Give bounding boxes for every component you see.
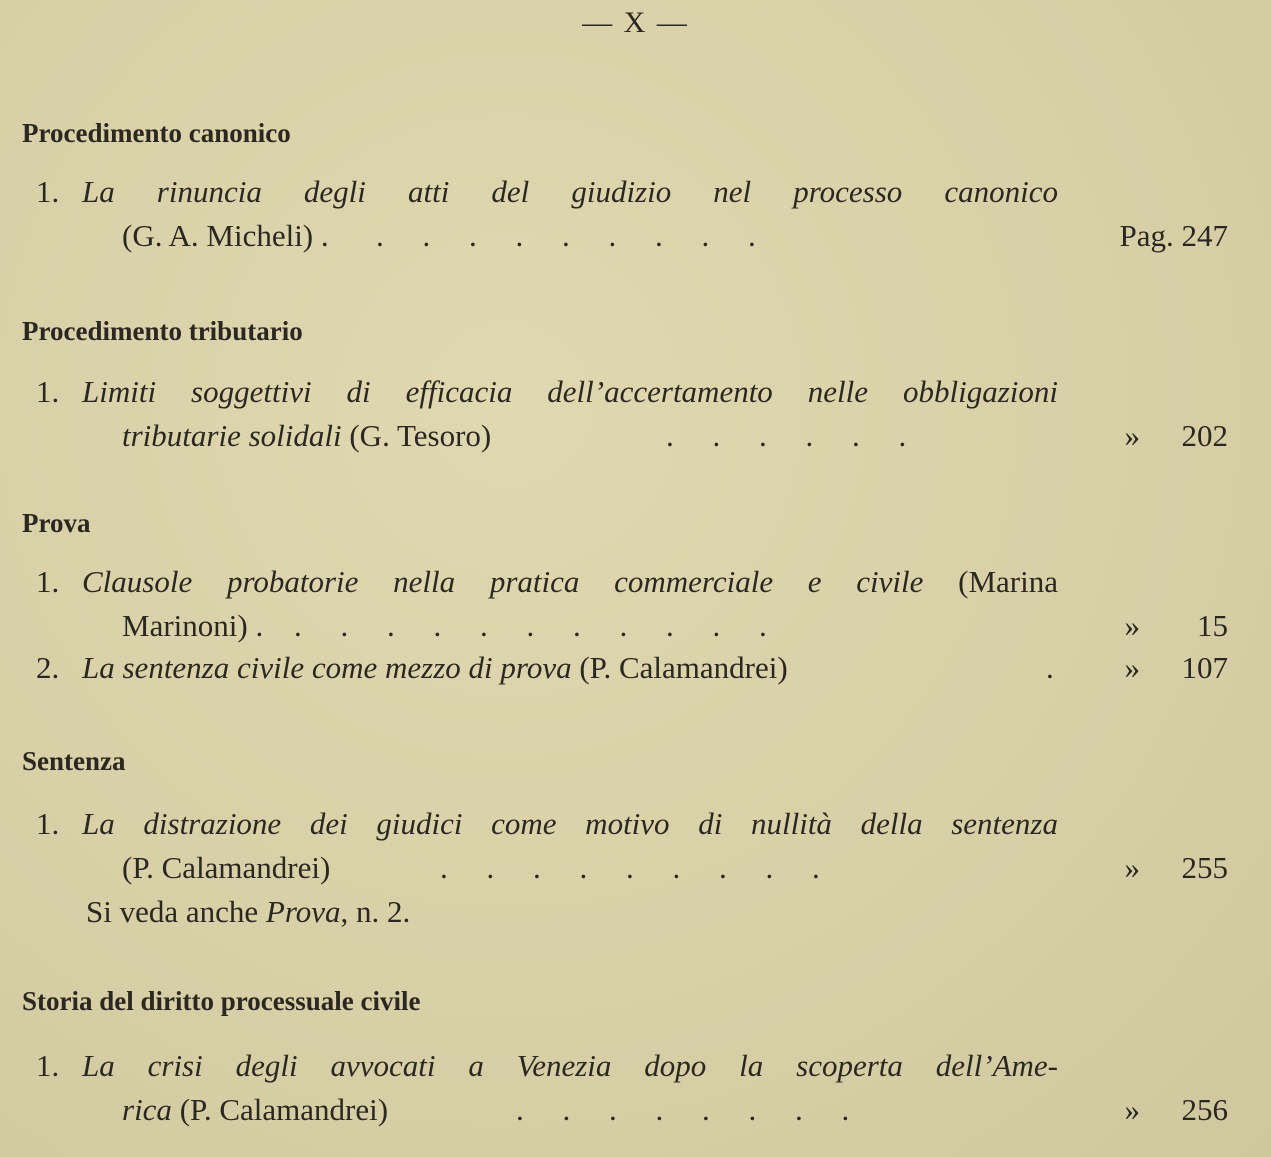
page-number: Pag. 247: [1119, 218, 1228, 253]
entry-title-continuation: [122, 1092, 388, 1128]
entry-title: [82, 374, 1058, 410]
entry-author: (P. Calamandrei): [579, 650, 788, 685]
entry-title-italic: tributarie solidali: [122, 418, 342, 453]
entry-author: (P. Calamandrei): [122, 850, 331, 885]
section-heading: Prova: [22, 508, 91, 538]
index-entry: [36, 1048, 1236, 1136]
entry-title-italic: rica: [122, 1092, 172, 1127]
entry-number: 1.: [36, 174, 60, 209]
entry-number: 1.: [36, 1048, 60, 1083]
entry-title: [82, 564, 1058, 600]
entry-number: 1.: [36, 374, 60, 409]
entry-title-italic: Limiti soggettivi di efficacia dell’accertamento nelle obbligazioni: [82, 374, 1058, 409]
ditto-mark: »: [1124, 1092, 1140, 1127]
entry-title-italic: La crisi degli avvocati a Venezia dopo la scoperta dell’Ame-: [82, 1048, 1058, 1083]
index-entry: [36, 374, 1236, 462]
entry-author: (G. Tesoro): [349, 418, 492, 453]
leader-dots: .: [1046, 650, 1054, 685]
leader-dots: . . . . . . . . .: [376, 218, 756, 253]
entry-author: (Marina: [958, 564, 1058, 599]
leader-dots: . . . . . .: [666, 418, 907, 453]
section-heading: Procedimento canonico: [22, 118, 291, 148]
entry-title-italic: La sentenza civile come mezzo di prova: [82, 650, 572, 685]
entry-author: (P. Calamandrei): [179, 1092, 389, 1127]
entry-title: [82, 806, 1058, 842]
page-number: 256: [1181, 1092, 1228, 1127]
leader-dots: . . . . . . . .: [516, 1092, 850, 1127]
ditto-mark: »: [1124, 418, 1140, 453]
page-number: 255: [1181, 850, 1228, 885]
entry-title-italic: Clausole probatorie nella pratica commerciale e civile: [82, 564, 924, 599]
entry-title-italic: La distrazione dei giudici come motivo di nullità della sentenza: [82, 806, 1058, 841]
entry-title-continuation: [122, 418, 491, 454]
see-also-prefix: Si veda anche: [86, 894, 259, 929]
cross-reference: [86, 894, 410, 930]
section-heading: Procedimento tributario: [22, 316, 303, 346]
entry-title: [82, 174, 1058, 210]
section-heading: Storia del diritto processuale civile: [22, 986, 421, 1016]
ditto-mark: »: [1124, 650, 1140, 685]
leader-dots: . . . . . . . . . . .: [294, 608, 767, 643]
entry-number: 1.: [36, 806, 60, 841]
index-entry: [36, 564, 1236, 652]
entry-number: 2.: [36, 650, 60, 685]
index-entry: [36, 650, 1236, 694]
page-number: 107: [1181, 650, 1228, 685]
see-also-ref: Prova: [265, 894, 341, 929]
index-entry: [36, 806, 1236, 938]
entry-author: (G. A. Micheli) .: [122, 218, 329, 253]
leader-dots: . . . . . . . . .: [440, 850, 820, 885]
entry-title-italic: La rinuncia degli atti del giudizio nel processo canonico: [82, 174, 1058, 209]
index-entry: [36, 174, 1236, 262]
see-also-suffix: , n. 2.: [340, 894, 411, 929]
entry-title: [82, 650, 1026, 686]
page-header: — X —: [582, 6, 689, 39]
ditto-mark: »: [1124, 608, 1140, 643]
entry-number: 1.: [36, 564, 60, 599]
entry-author-continuation: Marinoni) .: [122, 608, 264, 643]
page-number: 202: [1181, 418, 1228, 453]
page-number: 15: [1197, 608, 1228, 643]
entry-title: [82, 1048, 1058, 1084]
ditto-mark: »: [1124, 850, 1140, 885]
section-heading: Sentenza: [22, 746, 126, 776]
